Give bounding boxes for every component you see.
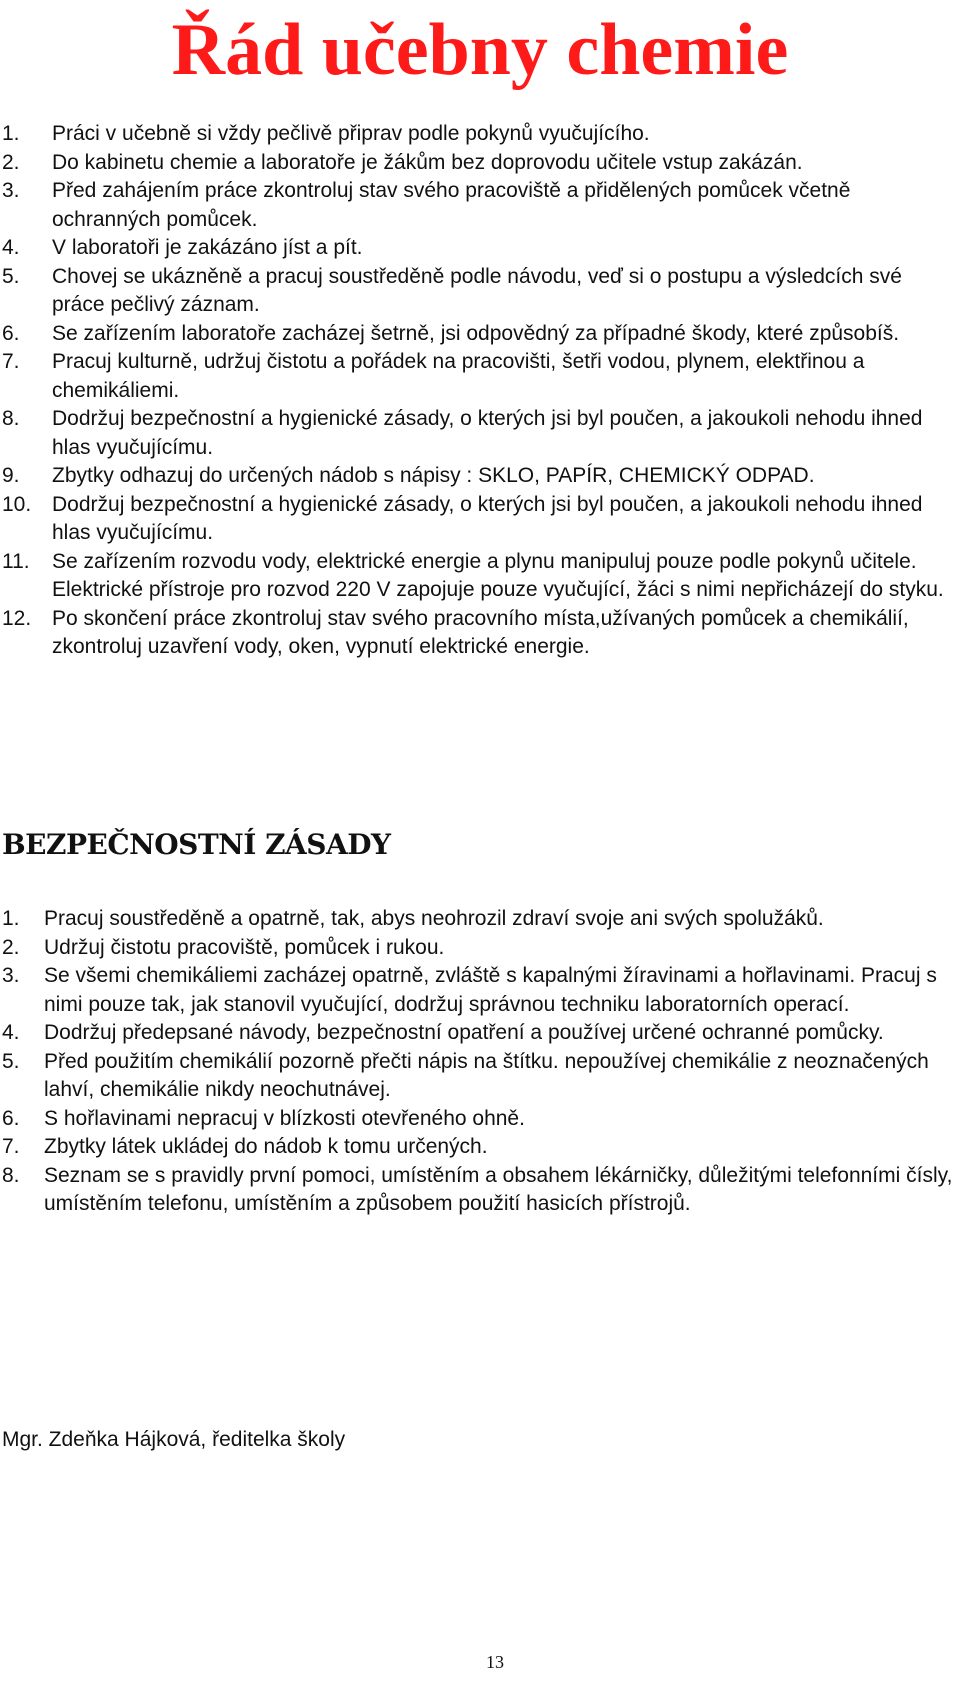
- safety-rules-list: [0, 905, 960, 1219]
- list-item-number: 12.: [2, 606, 32, 630]
- list-item: [0, 1133, 960, 1162]
- list-item: [0, 1162, 960, 1219]
- list-item-number: 10.: [2, 492, 32, 516]
- list-item: [0, 1019, 960, 1048]
- list-item-number: 3.: [2, 964, 20, 987]
- list-item-number: 6.: [2, 321, 20, 345]
- list-item-text: Seznam se s pravidly první pomoci, umístěním a obsahem lékárničky, důležitými telefonními čísly, umístěním telefonu, umístěním a způsobem použití hasicích přístrojů.: [44, 1163, 953, 1215]
- section-heading-safety: BEZPEČNOSTNÍ ZÁSADY: [2, 828, 391, 861]
- list-item-number: 5.: [2, 264, 20, 288]
- list-item-number: 2.: [2, 935, 20, 959]
- list-item-text: Dodržuj bezpečnostní a hygienické zásady, o kterých jsi byl poučen, a jakoukoli nehodu ihned hlas vyučujícímu.: [52, 492, 923, 544]
- list-item-text: S hořlavinami nepracuj v blízkosti otevřeného ohně.: [44, 1106, 525, 1130]
- list-item-number: 7.: [2, 1135, 20, 1158]
- list-item-text: Dodržuj předepsané návody, bezpečnostní opatření a používej určené ochranné pomůcky.: [44, 1021, 884, 1044]
- list-item-text: Před použitím chemikálií pozorně přečti nápis na štítku. nepoužívej chemikálie z neoznačených lahví, chemikálie nikdy neochutnávej.: [44, 1049, 929, 1101]
- list-item-number: 3.: [2, 179, 20, 202]
- list-item: [0, 149, 960, 178]
- list-item: [0, 548, 960, 605]
- list-item-number: 11.: [2, 549, 30, 573]
- list-item-number: 9.: [2, 464, 20, 487]
- list-item-text: V laboratoři je zakázáno jíst a pít.: [52, 236, 363, 259]
- list-item: [0, 962, 960, 1019]
- list-item-text: Se zařízením laboratoře zacházej šetrně, jsi odpovědný za případné škody, které způsobíš.: [52, 321, 900, 345]
- list-item: [0, 348, 960, 405]
- list-item: [0, 234, 960, 263]
- list-item-text: Zbytky odhazuj do určených nádob s nápisy : SKLO, PAPÍR, CHEMICKÝ ODPAD.: [52, 464, 815, 487]
- list-item-number: 1.: [2, 122, 20, 145]
- list-item-text: Do kabinetu chemie a laboratoře je žákům bez doprovodu učitele vstup zakázán.: [52, 150, 803, 174]
- list-item-text: Udržuj čistotu pracoviště, pomůcek i rukou.: [44, 935, 445, 959]
- list-item-number: 4.: [2, 1021, 20, 1044]
- classroom-rules-list: [0, 120, 960, 662]
- list-item: [0, 491, 960, 548]
- page-title: Řád učebny chemie: [171, 9, 789, 91]
- page-number: 13: [486, 1652, 504, 1672]
- signature: Mgr. Zdeňka Hájková, ředitelka školy: [2, 1428, 346, 1451]
- list-item-number: 7.: [2, 350, 20, 373]
- list-item: [0, 120, 960, 149]
- list-item-text: Po skončení práce zkontroluj stav svého pracovního místa,užívaných pomůcek a chemikálií, zkontroluj uzavření vody, oken, vypnutí elektrické energie.: [52, 606, 909, 658]
- list-item-text: Chovej se ukázněně a pracuj soustředěně podle návodu, veď si o postupu a výsledcích své práce pečlivý záznam.: [52, 264, 902, 316]
- list-item-number: 8.: [2, 1163, 20, 1187]
- list-item-text: Pracuj soustředěně a opatrně, tak, abys neohrozil zdraví svoje ani svých spolužáků.: [44, 907, 824, 930]
- list-item-text: Zbytky látek ukládej do nádob k tomu určených.: [44, 1135, 488, 1158]
- list-item: [0, 605, 960, 662]
- list-item: [0, 905, 960, 934]
- list-item: [0, 177, 960, 234]
- list-item-text: Pracuj kulturně, udržuj čistotu a pořádek na pracovišti, šetři vodou, plynem, elektřinou a chemikáliemi.: [52, 350, 865, 402]
- list-item-number: 5.: [2, 1049, 20, 1073]
- list-item: [0, 320, 960, 349]
- list-item: [0, 934, 960, 963]
- list-item-text: Práci v učebně si vždy pečlivě připrav podle pokynů vyučujícího.: [52, 122, 650, 145]
- list-item-text: Dodržuj bezpečnostní a hygienické zásady, o kterých jsi byl poučen, a jakoukoli nehodu ihned hlas vyučujícímu.: [52, 407, 923, 459]
- list-item-number: 4.: [2, 236, 20, 259]
- list-item: [0, 405, 960, 462]
- list-item-text: Před zahájením práce zkontroluj stav svého pracoviště a přidělených pomůcek včetně ochranných pomůcek.: [52, 179, 851, 231]
- list-item: [0, 263, 960, 320]
- list-item-text: Se zařízením rozvodu vody, elektrické energie a plynu manipuluj pouze podle pokynů učitele. Elektrické přístroje pro rozvod 220 V zapojuje pouze vyučující, žáci s nimi nepřicházejí do styku.: [52, 549, 944, 601]
- list-item-number: 2.: [2, 150, 20, 174]
- list-item: [0, 462, 960, 491]
- list-item-number: 8.: [2, 407, 20, 430]
- list-item-number: 6.: [2, 1106, 20, 1130]
- list-item-number: 1.: [2, 907, 20, 930]
- list-item-text: Se všemi chemikáliemi zacházej opatrně, zvláště s kapalnými žíravinami a hořlavinami. Pracuj s nimi pouze tak, jak stanovil vyučující, dodržuj správnou techniku laboratorních operací.: [44, 964, 937, 1016]
- list-item: [0, 1048, 960, 1105]
- list-item: [0, 1105, 960, 1134]
